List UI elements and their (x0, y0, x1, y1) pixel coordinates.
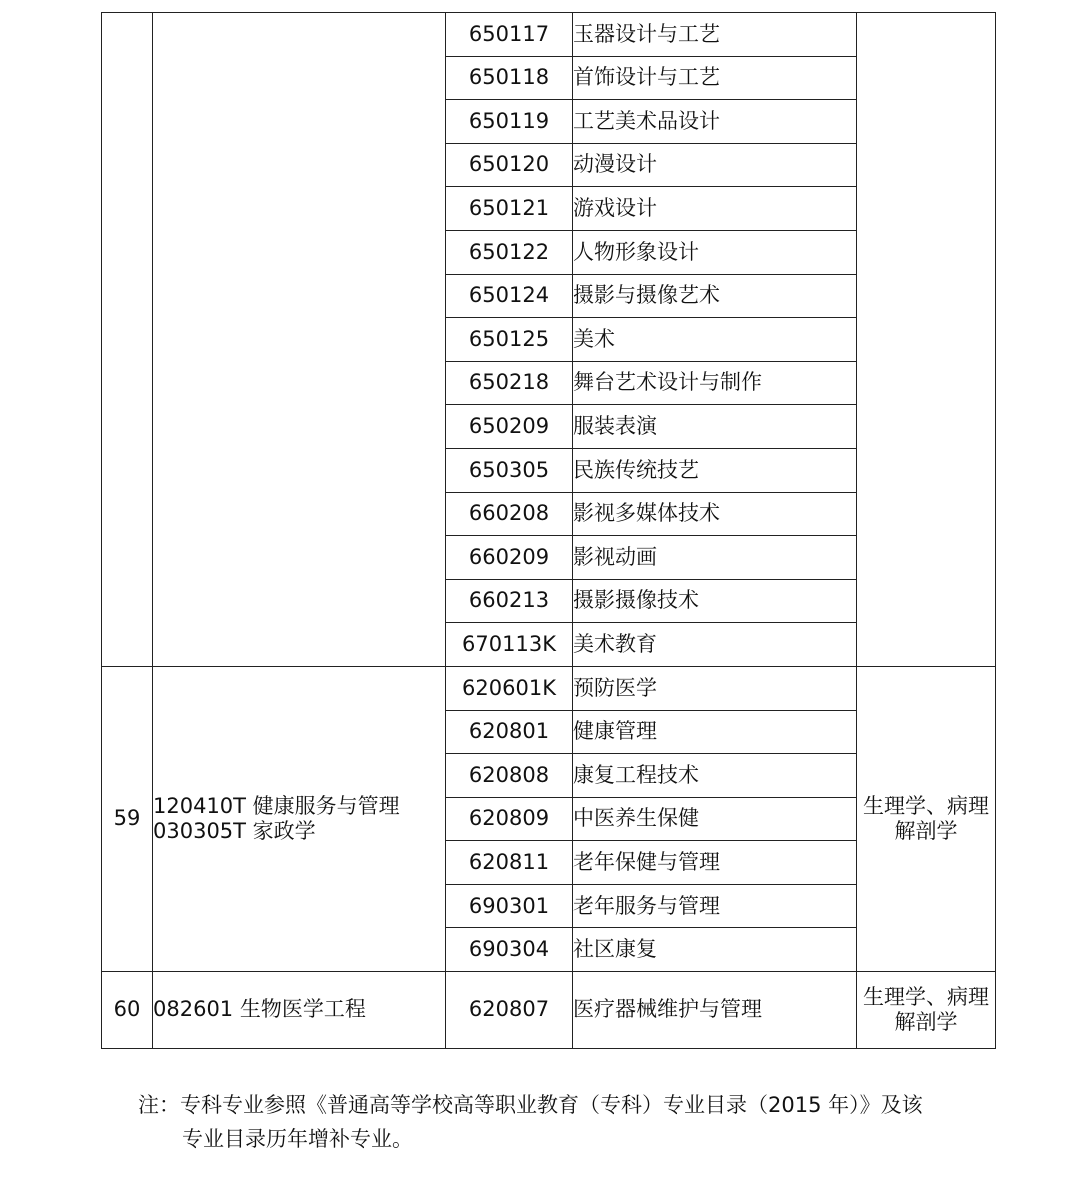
major-code: 660208 (446, 492, 573, 536)
major-name: 美术 (573, 318, 857, 362)
exam-line-2: 解剖学 (894, 1010, 958, 1035)
exam-line-1: 生理学、病理 (863, 793, 989, 818)
major-name: 社区康复 (573, 928, 857, 972)
major-name: 首饰设计与工艺 (573, 56, 857, 100)
major-code: 690301 (446, 884, 573, 928)
major-code: 620807 (446, 972, 573, 1049)
index-cell (102, 13, 153, 667)
major-name: 影视多媒体技术 (573, 492, 857, 536)
exam-line-2: 解剖学 (894, 818, 958, 843)
major-name: 摄影与摄像艺术 (573, 274, 857, 318)
table-row (102, 13, 996, 57)
major-code: 620808 (446, 754, 573, 798)
major-code: 650120 (446, 143, 573, 187)
major-name: 健康管理 (573, 710, 857, 754)
exam-subjects (857, 972, 996, 1049)
bachelor-major-1: 120410T 健康服务与管理 (153, 793, 400, 818)
major-name: 摄影摄像技术 (573, 579, 857, 623)
major-code: 660213 (446, 579, 573, 623)
major-code: 650125 (446, 318, 573, 362)
major-name: 康复工程技术 (573, 754, 857, 798)
exam-cell (857, 13, 996, 667)
major-code: 620601K (446, 666, 573, 710)
major-code: 670113K (446, 623, 573, 667)
major-code: 650118 (446, 56, 573, 100)
major-name: 舞台艺术设计与制作 (573, 361, 857, 405)
footnote-line-1: 注：专科专业参照《普通高等学校高等职业教育（专科）专业目录（2015 年）》及该 (138, 1093, 923, 1117)
major-name: 工艺美术品设计 (573, 100, 857, 144)
row-index: 60 (102, 972, 153, 1049)
major-name: 游戏设计 (573, 187, 857, 231)
major-name: 中医养生保健 (573, 797, 857, 841)
major-name: 医疗器械维护与管理 (573, 972, 857, 1049)
major-code: 690304 (446, 928, 573, 972)
bachelor-majors: 082601 生物医学工程 (153, 972, 446, 1049)
bachelor-cell (153, 13, 446, 667)
major-name: 动漫设计 (573, 143, 857, 187)
major-name: 影视动画 (573, 536, 857, 580)
bachelor-majors (153, 666, 446, 971)
major-name: 预防医学 (573, 666, 857, 710)
major-code: 650117 (446, 13, 573, 57)
footnote (138, 1088, 978, 1156)
major-name: 美术教育 (573, 623, 857, 667)
major-code: 650218 (446, 361, 573, 405)
footnote-line-2: 专业目录历年增补专业。 (182, 1127, 413, 1151)
major-code: 650121 (446, 187, 573, 231)
major-table (101, 12, 996, 1049)
major-code: 650122 (446, 230, 573, 274)
row-index: 59 (102, 666, 153, 971)
major-code: 620801 (446, 710, 573, 754)
major-code: 650124 (446, 274, 573, 318)
table-row (102, 666, 996, 710)
major-code: 650119 (446, 100, 573, 144)
major-code: 620809 (446, 797, 573, 841)
major-name: 人物形象设计 (573, 230, 857, 274)
major-code: 650305 (446, 448, 573, 492)
major-name: 民族传统技艺 (573, 448, 857, 492)
major-code: 650209 (446, 405, 573, 449)
major-name: 老年服务与管理 (573, 884, 857, 928)
major-code: 620811 (446, 841, 573, 885)
major-name: 玉器设计与工艺 (573, 13, 857, 57)
major-name: 服装表演 (573, 405, 857, 449)
exam-subjects (857, 666, 996, 971)
major-name: 老年保健与管理 (573, 841, 857, 885)
exam-line-1: 生理学、病理 (863, 984, 989, 1009)
major-code: 660209 (446, 536, 573, 580)
bachelor-major-2: 030305T 家政学 (153, 818, 316, 843)
table-row (102, 972, 996, 1049)
